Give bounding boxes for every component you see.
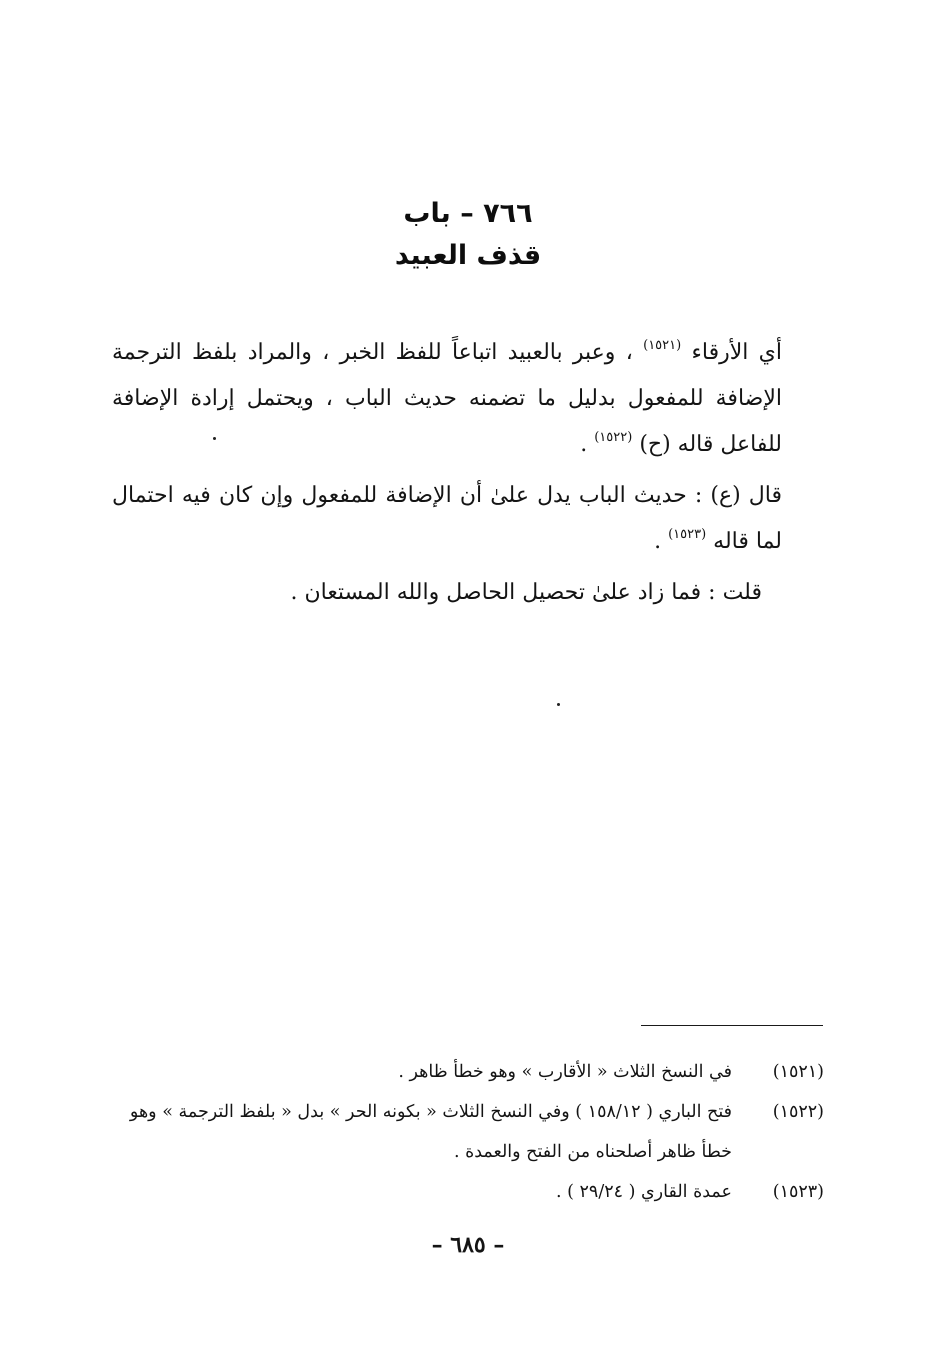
footnote-text: عمدة القاري ( ٢٩/٢٤ ) . xyxy=(556,1182,732,1202)
paragraph-3: قلت : فما زاد علىٰ تحصيل الحاصل والله المستعان . xyxy=(290,580,762,605)
paragraph-1-start: أي الأرقاء xyxy=(691,340,782,365)
footnote-1522 xyxy=(112,1092,824,1172)
footnote-1523 xyxy=(112,1172,824,1212)
footnote-number: (١٥٢٣) xyxy=(772,1182,824,1202)
page-number: – ٦٨٥ – xyxy=(431,1232,505,1258)
footnote-ref-1521[interactable]: (١٥٢١) xyxy=(643,338,682,353)
paragraph-2-body: قال (ع) : حديث الباب يدل علىٰ أن الإضافة للمفعول وإن كان فيه احتمال لما قاله xyxy=(112,483,782,554)
footnote-text: في النسخ الثلاث « الأقارب » وهو خطأ ظاهر . xyxy=(398,1062,732,1082)
footnote-ref-1523[interactable]: (١٥٢٣) xyxy=(668,527,707,542)
paragraph-2-end: . xyxy=(654,529,662,554)
footnote-number: (١٥٢٢) xyxy=(772,1102,824,1122)
paragraph-1-body: ، وعبر بالعبيد اتباعاً للفظ الخبر ، والمراد بلفظ الترجمة الإضافة للمفعول بدليل ما تضمنه حديث الباب ، ويحتمل إرادة الإضافة للفاعل قاله (ح) xyxy=(112,340,782,457)
footnote-number: (١٥٢١) xyxy=(772,1062,824,1082)
paragraph-2 xyxy=(112,473,820,565)
footnotes-section xyxy=(112,1052,824,1212)
scan-speck xyxy=(557,703,560,706)
scan-speck xyxy=(213,437,216,440)
chapter-title: قذف العبيد xyxy=(394,240,542,271)
paragraph-1-end: . xyxy=(580,432,588,457)
main-text xyxy=(112,330,820,621)
footnote-divider xyxy=(641,1025,823,1026)
footnote-ref-1522[interactable]: (١٥٢٢) xyxy=(594,430,633,445)
paragraph-1 xyxy=(112,330,820,468)
footnote-text: فتح الباري ( ١٥٨/١٢ ) وفي النسخ الثلاث « بكونه الحر » بدل « بلفظ الترجمة » وهو خطأ ظاهر أصلحناه من الفتح والعمدة . xyxy=(129,1102,732,1162)
chapter-number: ٧٦٦ – باب xyxy=(403,198,533,229)
footnote-1521 xyxy=(112,1052,824,1092)
